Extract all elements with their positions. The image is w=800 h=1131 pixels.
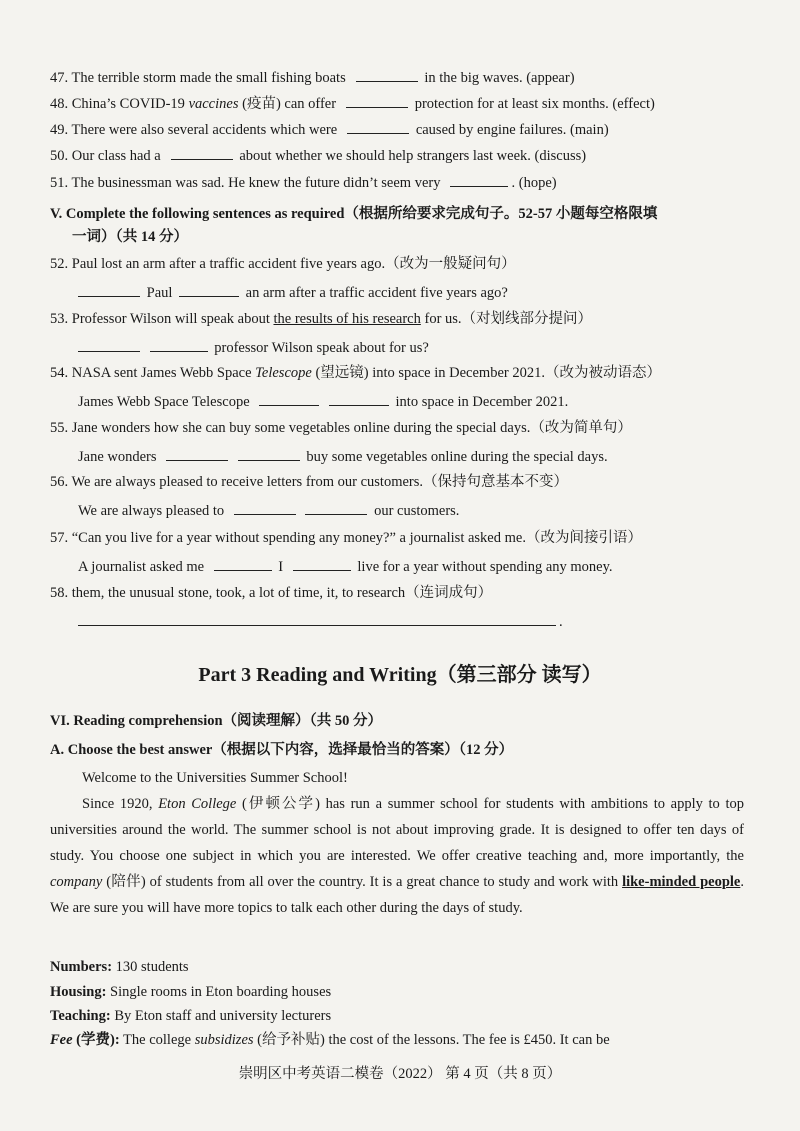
question-58: 58. them, the unusual stone, took, a lot of time, it, to research（连词成句） (50, 585, 493, 601)
question-58-answer: . (78, 610, 563, 632)
question-50: 50. Our class had a about whether we should help strangers last week. (discuss) (50, 144, 586, 166)
question-51: 51. The businessman was sad. He knew the future didn’t seem very . (hope) (50, 171, 557, 193)
answer-blank[interactable] (166, 445, 228, 461)
info-housing: Housing: Single rooms in Eton boarding houses (50, 984, 332, 1000)
question-57: 57. “Can you live for a year without spending any money?” a journalist asked me.（改为间接引语） (50, 530, 642, 546)
part-3-title: Part 3 Reading and Writing（第三部分 读写） (198, 664, 602, 686)
question-49: 49. There were also several accidents which were caused by engine failures. (main) (50, 118, 609, 140)
question-53-answer: professor Wilson speak about for us? (78, 336, 429, 358)
section-5-title-cont: 一词）（共 14 分） (72, 229, 188, 245)
answer-blank[interactable] (356, 66, 418, 82)
section-6-title: VI. Reading comprehension（阅读理解）（共 50 分） (50, 713, 383, 729)
answer-blank[interactable] (329, 390, 389, 406)
answer-blank[interactable] (293, 555, 351, 571)
page-footer: 崇明区中考英语二模卷（2022） 第 4 页（共 8 页） (238, 1066, 562, 1082)
question-55-answer: Jane wonders buy some vegetables online during the special days. (78, 445, 608, 467)
passage-heading: Welcome to the Universities Summer School! (82, 770, 348, 786)
question-48: 48. China’s COVID-19 vaccines (疫苗) can offer protection for at least six months. (effect) (50, 92, 655, 114)
passage-paragraph: Since 1920, Eton College (伊顿公学) has run a summer school for students with ambitions to apply to top universities around the world. The summer school is not about improving grade. It is designed to offer ten days of study. You choose one subject in which you are interested. We offer creative teaching and, more importantly, the company (陪伴) of students from all over the country. It is a great chance to study and work with like-minded people. We are sure you will have more topics to talk each other during the days of study. (50, 796, 745, 916)
answer-blank[interactable] (238, 445, 300, 461)
answer-blank[interactable] (234, 499, 296, 515)
info-numbers: Numbers: 130 students (50, 959, 189, 975)
question-56: 56. We are always pleased to receive letters from our customers.（保持句意基本不变） (50, 474, 569, 490)
section-5-title: V. Complete the following sentences as required（根据所给要求完成句子。52-57 小题每空格限填 (50, 206, 658, 222)
answer-blank[interactable] (214, 555, 272, 571)
info-teaching: Teaching: By Eton staff and university lecturers (50, 1008, 332, 1024)
answer-line[interactable] (78, 610, 556, 626)
answer-blank[interactable] (171, 144, 233, 160)
question-54: 54. NASA sent James Webb Space Telescope (望远镜) into space in December 2021.（改为被动语态） (50, 365, 661, 381)
answer-blank[interactable] (150, 336, 208, 352)
answer-blank[interactable] (305, 499, 367, 515)
question-52-answer: Paul an arm after a traffic accident five years ago? (78, 281, 508, 303)
section-a-title: A. Choose the best answer（根据以下内容，选择最恰当的答案）（12 分） (50, 742, 514, 758)
answer-blank[interactable] (78, 281, 140, 297)
question-55: 55. Jane wonders how she can buy some vegetables online during the special days.（改为简单句） (50, 420, 632, 436)
answer-blank[interactable] (78, 336, 140, 352)
answer-blank[interactable] (450, 171, 508, 187)
answer-blank[interactable] (347, 118, 409, 134)
question-52: 52. Paul lost an arm after a traffic accident five years ago.（改为一般疑问句） (50, 256, 516, 272)
answer-blank[interactable] (179, 281, 239, 297)
question-56-answer: We are always pleased to our customers. (78, 499, 459, 521)
question-47: 47. The terrible storm made the small fishing boats in the big waves. (appear) (50, 66, 575, 88)
question-54-answer: James Webb Space Telescope into space in December 2021. (78, 390, 568, 412)
answer-blank[interactable] (259, 390, 319, 406)
info-fee: Fee (学费): The college subsidizes (给予补贴) the cost of the lessons. The fee is £450. It can be (50, 1032, 610, 1048)
answer-blank[interactable] (346, 92, 408, 108)
question-53: 53. Professor Wilson will speak about the results of his research for us.（对划线部分提问） (50, 311, 593, 327)
question-57-answer: A journalist asked me I live for a year without spending any money. (78, 555, 613, 577)
